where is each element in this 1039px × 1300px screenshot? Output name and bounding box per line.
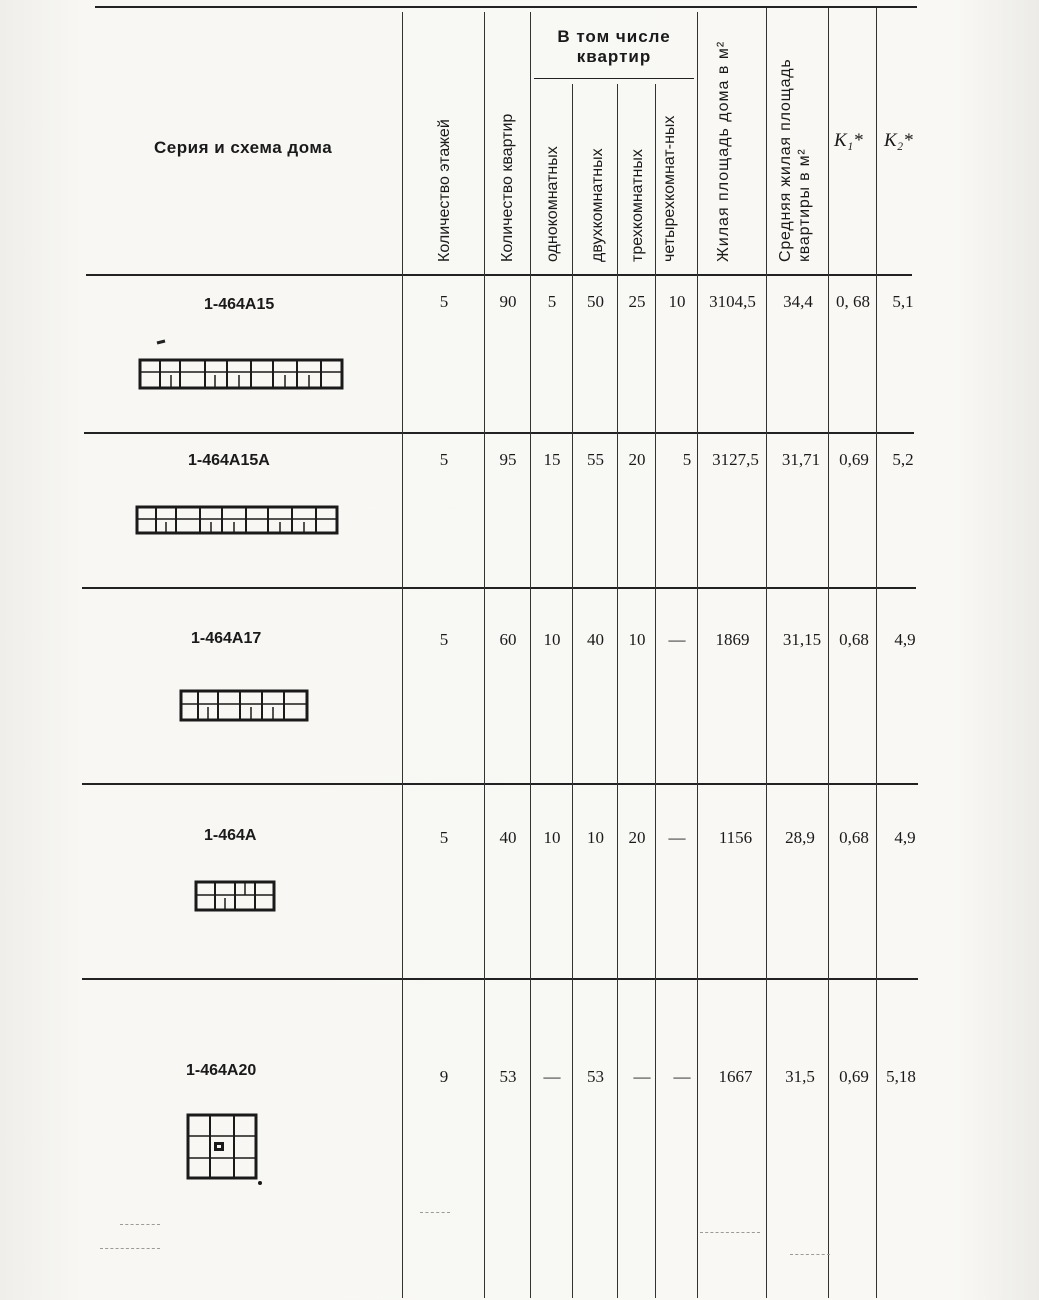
row-2-four-room: 5 [682,450,692,469]
row-1-three-room: 25 [628,292,646,311]
row-3-two-room: 40 [587,630,604,649]
row-3-floor-plan-icon [178,686,310,724]
row-5-one-room: — [543,1067,561,1086]
header-four-room-label: четырехкомнат-ных [661,115,678,262]
col-rule-k1 [828,8,829,1298]
col-rule-two-room [572,84,573,1298]
row-5-four-room: — [673,1067,691,1086]
row-4-four-room: — [668,828,686,847]
row-5-floor-plan-icon [184,1112,266,1188]
col-rule-living-area [697,12,698,1298]
row-4-one-room: 10 [543,828,561,847]
row-2-one-room: 15 [543,450,561,469]
row-4-three-room: 20 [628,828,646,847]
row-2-k2: 5,2 [892,450,914,469]
row-2-two-room: 55 [587,450,604,469]
row-4-two-room: 10 [587,828,604,847]
row-4-avg-area: 28,9 [785,828,815,847]
row-1-apartments: 90 [499,292,517,311]
col-rule-k2 [876,8,877,1298]
row-3-apartments: 60 [499,630,517,649]
header-floors-label: Количество этажей [436,119,453,262]
header-avg-area-label: Средняя жилая площадь квартиры в м² [777,58,813,262]
row-1-floors: 5 [439,292,449,311]
row-5-two-room: 53 [587,1067,604,1086]
row-divider-2 [82,587,916,589]
scan-speck [120,1224,160,1226]
col-rule-three-room [617,84,618,1298]
row-3-avg-area: 31,15 [782,630,822,649]
row-1-k2: 5,1 [892,292,914,311]
col-rule-floors [402,12,403,1298]
row-2-floor-plan-icon [134,502,342,538]
col-rule-four-room [655,84,656,1298]
row-1-k1: 0, 68 [836,292,870,311]
row-3-k1: 0,68 [839,630,869,649]
row-4-floor-plan-icon [193,878,277,914]
row-2-series: 1-464А15А [188,452,270,469]
table-top-rule [95,6,917,8]
row-1-four-room: 10 [668,292,686,311]
row-5-floors: 9 [439,1067,449,1086]
row-2-three-room: 20 [628,450,646,469]
row-5-k2: 5,18 [886,1067,916,1086]
header-series-label: Серия и схема дома [154,138,333,157]
scan-speck [100,1248,160,1250]
row-2-k1: 0,69 [839,450,869,469]
header-three-room-label: трехкомнатных [629,149,646,262]
scan-speck [420,1212,450,1214]
row-1-two-room: 50 [587,292,604,311]
row-4-k2: 4,9 [894,828,916,847]
col-rule-avg-area [766,8,767,1298]
scan-speck [700,1232,760,1234]
row-3-k2: 4,9 [894,630,916,649]
row-4-series: 1-464А [204,827,257,844]
row-5-three-room: — [633,1067,651,1086]
row-3-three-room: 10 [628,630,646,649]
row-divider-4 [82,978,918,980]
header-living-area-label: Жилая площадь дома в м² [715,40,732,262]
row-3-series: 1-464А17 [191,630,262,647]
group-header-rule [534,78,694,79]
row-5-living-area: 1667 [718,1067,753,1086]
row-4-k1: 0,68 [839,828,869,847]
row-2-living-area: 3127,5 [712,450,759,469]
row-1-series: 1-464А15 [204,296,275,313]
header-apartments-label: Количество квартир [499,113,516,262]
row-2-floors: 5 [439,450,449,469]
row-3-four-room: — [668,630,686,649]
row-3-living-area: 1869 [715,630,750,649]
header-bottom-rule [86,274,912,276]
col-rule-group [530,12,531,1298]
header-k1-label: K₁* [834,130,863,151]
row-5-k1: 0,69 [839,1067,869,1086]
header-one-room-label: однокомнатных [544,146,561,262]
row-divider-3 [82,783,918,785]
header-group-label: В том числе квартир [557,27,671,66]
row-3-one-room: 10 [543,630,561,649]
header-two-room-label: двухкомнатных [589,148,606,262]
scan-speck [790,1254,830,1256]
row-4-living-area: 1156 [718,828,753,847]
row-2-avg-area: 31,71 [781,450,821,469]
row-1-one-room: 5 [547,292,557,311]
row-2-apartments: 95 [499,450,517,469]
row-1-avg-area: 34,4 [783,292,813,311]
row-1-living-area: 3104,5 [709,292,756,311]
row-4-apartments: 40 [499,828,517,847]
header-k2-label: K₂* [884,130,913,151]
row-5-avg-area: 31,5 [785,1067,815,1086]
row-divider-1 [84,432,914,434]
row-1-floor-plan-icon [135,335,347,395]
col-rule-apartments [484,12,485,1298]
row-4-floors: 5 [439,828,449,847]
row-5-apartments: 53 [499,1067,517,1086]
row-5-series: 1-464А20 [186,1062,257,1079]
row-3-floors: 5 [439,630,449,649]
